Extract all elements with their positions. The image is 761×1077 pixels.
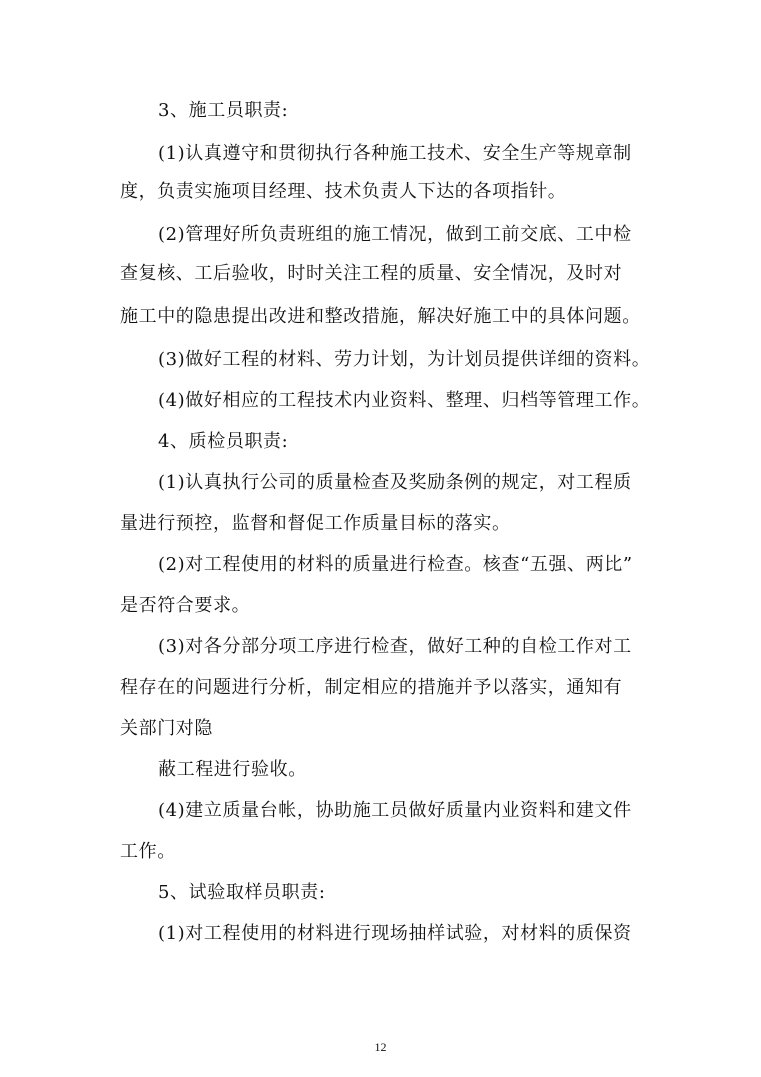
paragraph-line: (4)建立质量台帐，协助施工员做好质量内业资料和建文件: [158, 800, 632, 821]
paragraph-line: (3)做好工程的材料、劳力计划，为计划员提供详细的资料。: [158, 349, 651, 370]
section-heading-construction-officer: 3、施工员职责:: [158, 100, 289, 121]
page-number: 12: [374, 1040, 387, 1054]
paragraph-line: 工作。: [120, 841, 176, 862]
paragraph-line: 是否符合要求。: [120, 595, 251, 616]
paragraph-line: (4)做好相应的工程技术内业资料、整理、归档等管理工作。: [158, 390, 651, 411]
paragraph-line: (1)认真执行公司的质量检查及奖励条例的规定，对工程质: [158, 472, 632, 493]
paragraph-line: 施工中的隐患提出改进和整改措施，解决好施工中的具体问题。: [120, 306, 641, 327]
section-heading-sampling-officer: 5、试验取样员职责:: [158, 882, 326, 903]
paragraph-line: (1)认真遵守和贯彻执行各种施工技术、安全生产等规章制: [158, 143, 632, 164]
paragraph-line: 关部门对隐: [120, 718, 213, 739]
paragraph-line: 蔽工程进行验收。: [158, 759, 307, 780]
paragraph-line: (1)对工程使用的材料进行现场抽样试验，对材料的质保资: [158, 923, 632, 944]
paragraph-line: (3)对各分部分项工序进行检查，做好工种的自检工作对工: [158, 636, 632, 657]
paragraph-line: 查复核、工后验收，时时关注工程的质量、安全情况，及时对: [120, 263, 623, 284]
paragraph-line: 量进行预控，监督和督促工作质量目标的落实。: [120, 513, 511, 534]
paragraph-line: (2)对工程使用的材料的质量进行检查。核查“五强、两比”: [158, 554, 633, 575]
section-heading-quality-inspector: 4、质检员职责:: [158, 431, 289, 452]
paragraph-line: 度，负责实施项目经理、技术负责人下达的各项指针。: [120, 181, 567, 202]
paragraph-line: (2)管理好所负责班组的施工情况，做到工前交底、工中检: [158, 224, 632, 245]
paragraph-line: 程存在的问题进行分析，制定相应的措施并予以落实，通知有: [120, 677, 623, 698]
